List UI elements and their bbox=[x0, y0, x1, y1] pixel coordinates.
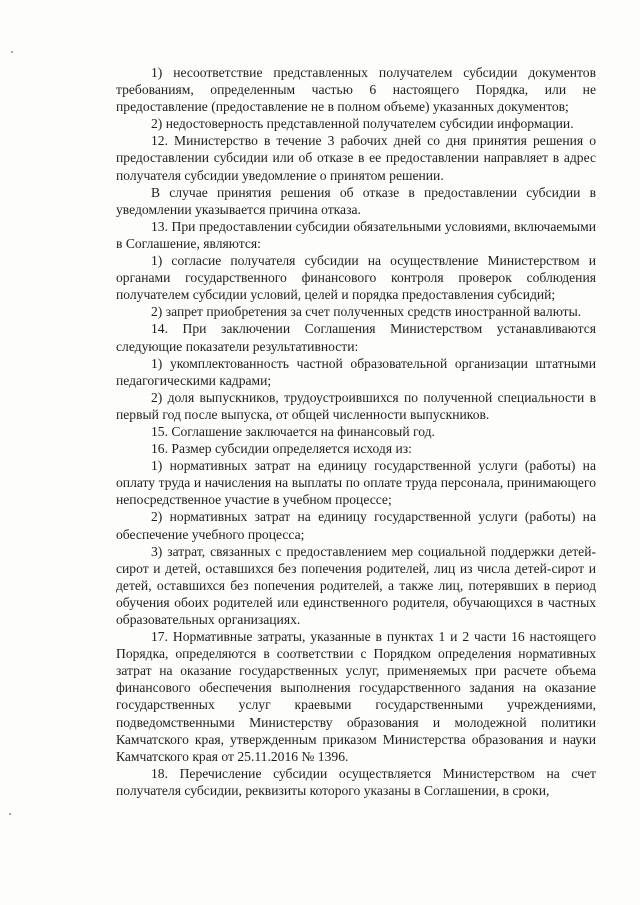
paragraph-18: 18. Перечисление субсидии осуществляется Министерством на счет получателя субсидии, реквизиты которого указаны в Соглашении, в сроки, bbox=[116, 765, 596, 798]
paragraph-17: 17. Нормативные затраты, указанные в пунктах 1 и 2 части 16 настоящего Порядка, определяются в соответствии с Порядком определения нормативных затрат на оказание государственных услуг, применяемых при расчете объема финансового обеспечения выполнения государственного задания на оказание государственных услуг краевыми государственными учреждениями, подведомственными Министерству образования и молодежной политики Камчатского края, утвержденным приказом Министерства образования и науки Камчатского края от 25.11.2016 № 1396. bbox=[116, 629, 596, 764]
scan-speck-top bbox=[11, 51, 13, 53]
paragraph-12: 12. Министерство в течение 3 рабочих дней со дня принятия решения о предоставлении субсидии или об отказе в ее предоставлении направляет в адрес получателя субсидии уведомление о принятом решении. bbox=[116, 133, 596, 183]
paragraph-16-1: 1) нормативных затрат на единицу государственной услуги (работы) на оплату труда и начисления на выплаты по оплате труда персонала, принимающего непосредственное участие в учебном процессе; bbox=[116, 458, 596, 508]
paragraph-13: 13. При предоставлении субсидии обязательными условиями, включаемыми в Соглашение, являются: bbox=[116, 218, 596, 251]
scan-speck-bottom bbox=[9, 813, 11, 815]
paragraph-13-2: 2) запрет приобретения за счет полученных средств иностранной валюты. bbox=[151, 304, 582, 320]
paragraph-15: 15. Соглашение заключается на финансовый год. bbox=[151, 423, 435, 439]
document-body bbox=[116, 64, 596, 799]
paragraph-1-1: 1) несоответствие представленных получателем субсидии документов требованиям, определенным частью 6 настоящего Порядка, или не предоставление (предоставление не в полном объеме) указанных документов; bbox=[116, 65, 596, 115]
paragraph-16-2: 2) нормативных затрат на единицу государственной услуги (работы) на обеспечение учебного процесса; bbox=[116, 509, 596, 542]
paragraph-1-2: 2) недостоверность представленной получателем субсидии информации. bbox=[151, 116, 574, 132]
paragraph-16: 16. Размер субсидии определяется исходя из: bbox=[151, 441, 412, 457]
paragraph-13-1: 1) согласие получателя субсидии на осуществление Министерством и органами государственного финансового контроля проверок соблюдения получателем субсидии условий, целей и порядка предоставления субсидий; bbox=[116, 253, 596, 303]
paragraph-14-2: 2) доля выпускников, трудоустроившихся по полученной специальности в первый год после выпуска, от общей численности выпускников. bbox=[116, 389, 596, 422]
paragraph-12-refusal: В случае принятия решения об отказе в предоставлении субсидии в уведомлении указывается причина отказа. bbox=[116, 184, 596, 217]
paragraph-14-1: 1) укомплектованность частной образовательной организации штатными педагогическими кадрами; bbox=[116, 355, 596, 388]
paragraph-14: 14. При заключении Соглашения Министерством устанавливаются следующие показатели результативности: bbox=[116, 321, 596, 354]
paragraph-16-3: 3) затрат, связанных с предоставлением мер социальной поддержки детей-сирот и детей, оставшихся без попечения родителей, лиц из числа детей-сирот и детей, оставшихся без попечения родителей, а также лиц, потерявших в период обучения обоих родителей или единственного родителя, обучающихся в частных образовательных организациях. bbox=[116, 543, 596, 627]
